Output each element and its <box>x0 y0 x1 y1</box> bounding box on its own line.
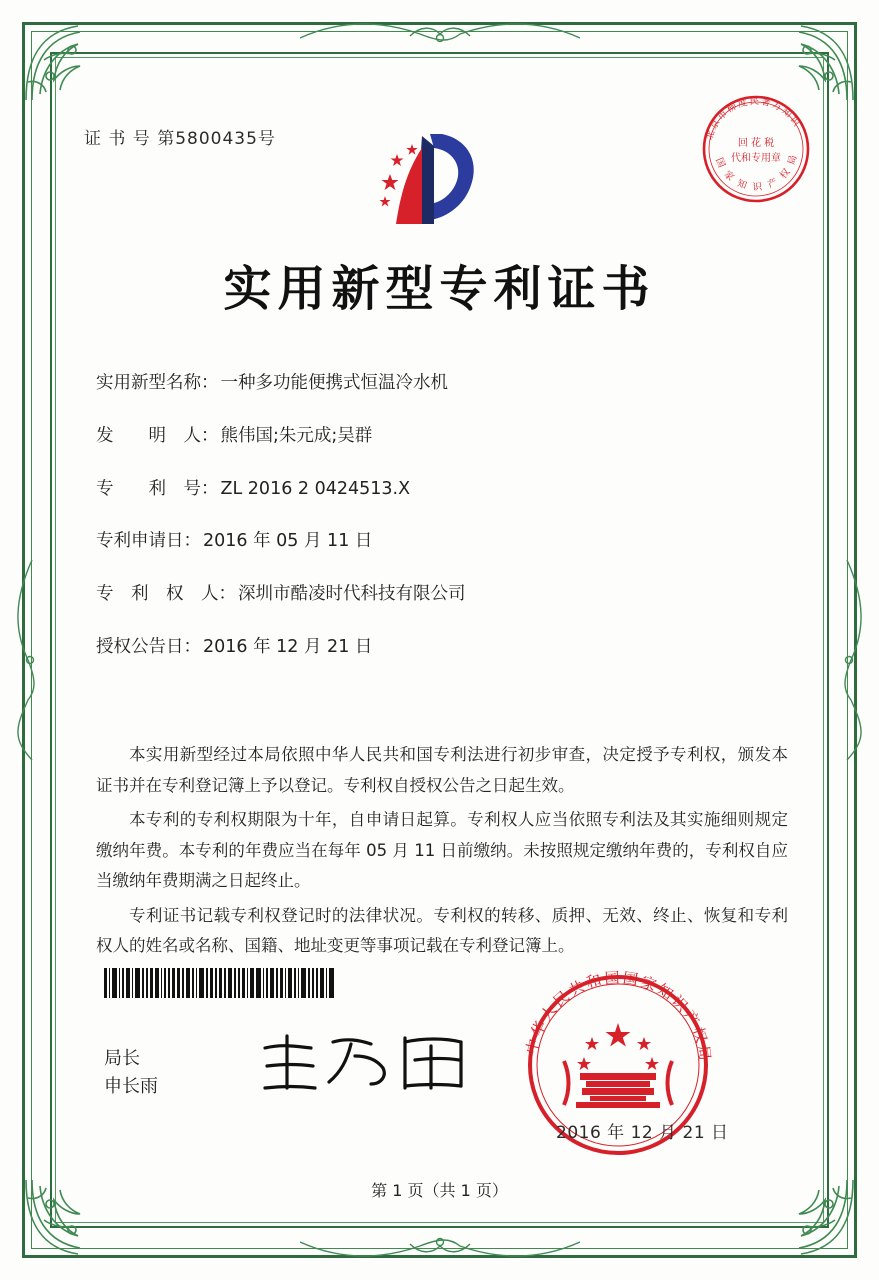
director-label: 局长 <box>104 1048 140 1069</box>
barcode-bar <box>224 968 225 998</box>
barcode-bar <box>276 968 277 998</box>
barcode-bar <box>266 968 268 998</box>
field-row <box>96 425 796 448</box>
barcode-bar <box>132 968 133 998</box>
field-value: 一种多功能便携式恒温冷水机 <box>220 373 448 393</box>
barcode-bar <box>119 968 120 998</box>
field-value: 2016 年 12 月 21 日 <box>203 636 373 657</box>
page-footer: 第 1 页（共 1 页） <box>371 1181 508 1200</box>
barcode-bar <box>285 968 286 998</box>
field-value: 深圳市酷凌时代科技有限公司 <box>238 584 466 604</box>
certificate-number: 证 书 号 第5800435号 <box>84 129 276 149</box>
barcode-bar <box>172 968 176 998</box>
barcode-bar <box>301 968 305 998</box>
barcode-bar <box>164 968 166 998</box>
field-label: 专 利 权 人： <box>96 584 236 604</box>
barcode-bar <box>329 968 334 998</box>
barcode-bar <box>126 968 130 998</box>
field-value: ZL 2016 2 0424513.X <box>220 478 411 499</box>
svg-text:中华人民共和国国家知识产权局: 中华人民共和国国家知识产权局 <box>522 968 715 1064</box>
barcode-bar <box>238 968 240 998</box>
barcode-bar <box>210 968 213 998</box>
barcode-bar <box>168 968 169 998</box>
barcode-bar <box>142 968 144 998</box>
barcode-bar <box>112 968 116 998</box>
svg-text:代和专用章: 代和专用章 <box>731 153 781 164</box>
seal-date: 2016 年 12 月 21 日 <box>556 1123 729 1143</box>
barcode-bar <box>135 968 140 998</box>
barcode-bar <box>192 968 194 998</box>
barcode-bar <box>298 968 299 998</box>
paragraph: 本实用新型经过本局依照中华人民共和国专利法进行初步审查，决定授予专利权，颁发本证书并在专利登记簿上予以登记。专利权自授权公告之日起生效。 <box>96 745 788 795</box>
field-row <box>96 530 796 553</box>
barcode-bar <box>308 968 311 998</box>
field-row <box>96 636 796 659</box>
barcode-bar <box>146 968 147 998</box>
barcode-bar <box>177 968 180 998</box>
barcode-bar <box>215 968 217 998</box>
barcode-bar <box>104 968 107 998</box>
svg-text:回 花 税: 回 花 税 <box>737 138 775 149</box>
barcode-bar <box>316 968 318 998</box>
legal-text <box>96 740 788 966</box>
field-row <box>96 583 796 606</box>
svg-text:国 家 知 识 产 权 局: 国 家 知 识 产 权 局 <box>713 151 801 194</box>
field-row <box>96 478 796 501</box>
barcode-bar <box>312 968 313 998</box>
field-value: 熊伟国;朱元成;吴群 <box>220 425 373 446</box>
field-value: 2016 年 05 月 11 日 <box>203 531 373 552</box>
signature-block <box>104 1045 158 1101</box>
barcode-bar <box>294 968 296 998</box>
svg-text:北京市柳度民著方知识: 北京市柳度民著方知识 <box>703 95 803 142</box>
field-row <box>96 372 796 395</box>
field-label: 发 明 人： <box>96 425 219 446</box>
barcode-bar <box>150 968 153 998</box>
barcode-bar <box>234 968 235 998</box>
barcode-bar <box>161 968 162 998</box>
paragraph: 专利证书记载专利权登记时的法律状况。专利权的转移、质押、无效、终止、恢复和专利权人的姓名或名称、国籍、地址变更等事项记载在专利登记簿上。 <box>96 905 788 956</box>
barcode-bar <box>320 968 324 998</box>
director-name: 申长雨 <box>104 1075 158 1097</box>
field-label: 实用新型名称： <box>96 373 219 393</box>
paragraph: 本专利的专利权期限为十年，自申请日起算。专利权人应当依照专利法及其实施细则规定缴纳年费。本专利的年费应当在每年 05 月 11 日前缴纳。未按照规定缴纳年费的，专利权自应当缴纳年费期满之日起终止。 <box>96 810 788 891</box>
barcode-bar <box>270 968 274 998</box>
barcode-bar <box>263 968 264 998</box>
barcode-bar <box>155 968 159 998</box>
barcode-bar <box>199 968 204 998</box>
ip-office-seal <box>695 88 817 210</box>
barcode-bar <box>122 968 124 998</box>
page-title: 实用新型专利证书 <box>223 261 656 317</box>
field-label: 专利申请日： <box>96 531 201 552</box>
barcode-bar <box>182 968 183 998</box>
barcode-bar <box>326 968 327 998</box>
field-label: 授权公告日： <box>96 636 201 657</box>
barcode-bar <box>242 968 245 998</box>
barcode-bar <box>256 968 261 998</box>
barcode-bar <box>109 968 110 998</box>
barcode-bar <box>186 968 190 998</box>
patent-office-logo-icon <box>372 128 492 238</box>
barcode-bar <box>206 968 207 998</box>
handwritten-signature <box>255 1026 475 1106</box>
barcode-bar <box>247 968 248 998</box>
barcode-bar <box>219 968 223 998</box>
barcode-bar <box>250 968 254 998</box>
barcode-bar <box>288 968 292 998</box>
barcode-bar <box>280 968 283 998</box>
barcode-bar <box>196 968 197 998</box>
fields-list <box>96 372 796 689</box>
barcode-bar <box>228 968 232 998</box>
barcode <box>104 968 336 998</box>
field-label: 专 利 号： <box>96 478 219 499</box>
